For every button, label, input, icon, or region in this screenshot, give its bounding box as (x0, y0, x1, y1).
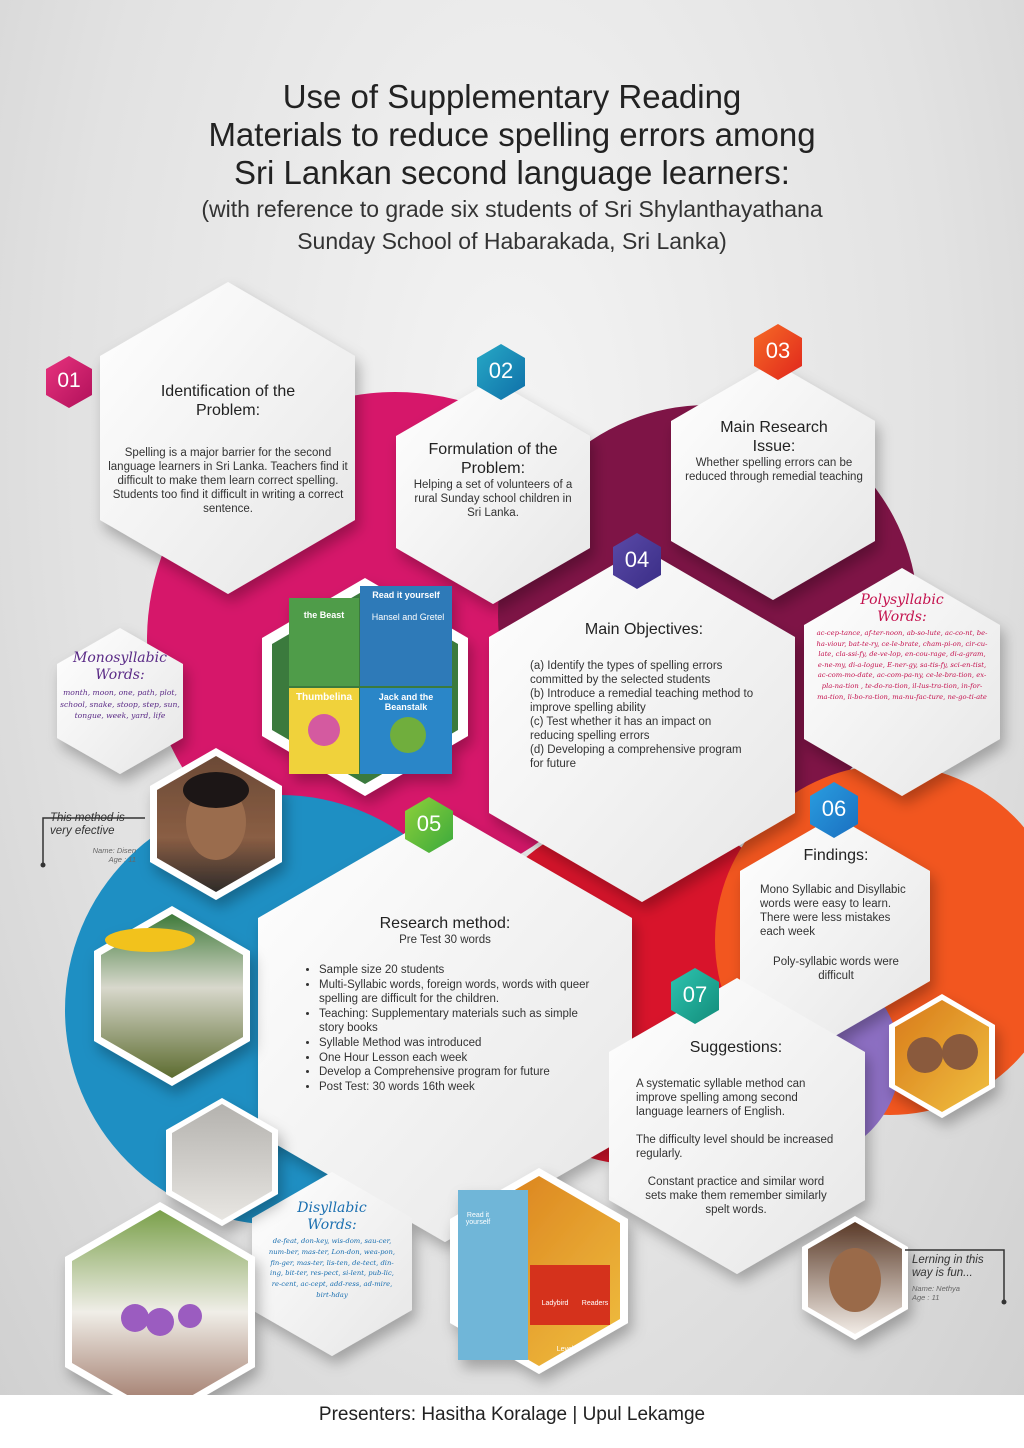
section-objectives (530, 620, 758, 771)
flowers-center (146, 1308, 174, 1336)
di-title-2: Words: (307, 1217, 357, 1233)
mono-title-1: Monosyllabic (73, 650, 167, 666)
di-list: de-feat, don-key, wis-dom, sau-cer, num-ber, mas-ter, Lon-don, wea-pon, fin-ger, mas-ter, lis-ten, de-tect, din-ing, bit-ter, res-pect, si-lent, pub-lic, re-cent, ac-cept, add-ress, ad-mire, birt-hday (268, 1237, 396, 1299)
objective-b: (b) Introduce a remedial teaching method to improve spelling ability (530, 688, 754, 714)
section-research-issue (685, 418, 863, 484)
book-label-thumbelina: Thumbelina (295, 692, 353, 703)
beanstalk-illustration (390, 717, 426, 753)
section-03-body: Whether spelling errors can be reduced through remedial teaching (685, 457, 863, 483)
section-formulation (410, 440, 576, 520)
book-label-jack: Jack and the Beanstalk (378, 692, 434, 712)
girl2-face (942, 1034, 978, 1070)
quote1-dot (41, 863, 46, 868)
monosyllabic-words (60, 650, 180, 722)
section-02-body: Helping a set of volunteers of a rural Sunday school children in Sri Lanka. (413, 479, 573, 519)
quote-nethya-text: Lerning in this way is fun... (912, 1254, 984, 1279)
badge-05-number: 05 (416, 811, 442, 836)
section-06-body-2: Poly-syllabic words were difficult (773, 956, 899, 982)
girl1-face (907, 1037, 943, 1073)
book-label-hansel: Hansel and Gretel (371, 612, 445, 622)
quote2-dot (1002, 1300, 1007, 1305)
method-list (303, 963, 595, 1094)
section-04-title: Main Objectives: (584, 621, 704, 638)
title-line-3: Sri Lankan second language learners: (234, 154, 790, 191)
list-item: • Teaching: Supplementary materials such as simple story books (319, 1007, 595, 1036)
title-line-2: Materials to reduce spelling errors among (208, 116, 816, 153)
badge-03-number: 03 (765, 338, 791, 363)
mono-title-2: Words: (95, 667, 145, 683)
section-identification (108, 382, 348, 516)
subtitle-line-1: (with reference to grade six students of Sri Shylanthayathana (201, 196, 823, 222)
badge-06-number: 06 (821, 796, 847, 821)
book-label-ladybird: Ladybird (541, 1300, 569, 1307)
quote-disen-text: This method is very efective (50, 812, 125, 837)
list-item: • Develop a Comprehensive program for future (319, 1065, 595, 1080)
badge-01-number: 01 (57, 369, 81, 392)
fairy-illustration (308, 714, 340, 746)
section-06-title: Findings: (803, 847, 869, 864)
list-item: • Multi-Syllabic words, foreign words, words with queer spelling are difficult for the children. (319, 978, 595, 1007)
poly-title-1: Polysyllabic (860, 592, 944, 608)
title-line-1: Use of Supplementary Reading (282, 78, 742, 115)
objective-d: (d) Developing a comprehensive program for future (530, 744, 742, 770)
section-07-body-1: A systematic syllable method can improve spelling among second language learners of English. (636, 1078, 806, 1118)
poster-title (60, 78, 964, 256)
poly-list: ac-cep-tance, af-ter-noon, ab-so-lute, ac-co-nt, be-ha-viour, bat-te-ry, ce-le-brate, cham-pi-on, cir-cu-late, cla-ssi-fy, de-ve-lop, en-cou-rage, di-a-gram, e-ne-my, di-a-logue, E-ner-gy, sa-tis-fy, sci-en-tist, ac-com-mo-date, ac-com-pa-ny, ce-le-bra-tion, ex-pla-na-tion , te-do-ra-tion, il-lus-tra-tion, in-for-ma-tion, li-bo-ra-tion, ma-nu-fac-ture, ne-go-ti-ate (816, 629, 988, 701)
section-01-body: Spelling is a major barrier for the second language learners in Sri Lanka. Teachers find it difficult to make them learn correct spelling. Students too find it difficult in writing a correct sentence. (108, 447, 348, 515)
section-07-body-3: Constant practice and similar word sets make them remember similarly spelt words. (645, 1176, 827, 1216)
ladybird-book (530, 1265, 610, 1325)
mono-list: month, moon, one, path, plot, school, snake, stoop, step, sun, tongue, week, yard, life (60, 688, 180, 720)
flowers-right (178, 1304, 202, 1328)
badge-02-number: 02 (488, 358, 514, 383)
di-title-1: Disyllabic (297, 1200, 367, 1216)
section-05-subtitle: Pre Test 30 words (399, 934, 491, 946)
quote-disen-name: Name: Disen (92, 846, 136, 855)
book-label-level: Level 3 (556, 1346, 580, 1353)
quote-disen (50, 812, 136, 864)
quote-nethya-name: Name: Nethya (912, 1284, 960, 1293)
badge-04-number: 04 (624, 547, 650, 572)
section-07-title: Suggestions: (689, 1039, 783, 1056)
book-label-read-yourself: Read it yourself (372, 590, 440, 600)
subtitle-line-2: Sunday School of Habarakada, Sri Lanka) (297, 228, 727, 254)
presenters-footer: Presenters: Hasitha Koralage | Upul Lekamge (0, 1395, 1024, 1448)
list-item: • One Hour Lesson each week (319, 1051, 595, 1066)
quote-disen-age: Age : 11 (108, 855, 136, 864)
polysyllabic-words (816, 592, 988, 702)
section-05-title: Research method: (379, 915, 511, 932)
list-item: • Syllable Method was introduced (319, 1036, 595, 1051)
quote-nethya-age: Age : 11 (912, 1293, 940, 1302)
section-07-body-2: The difficulty level should be increased regularly. (636, 1134, 834, 1160)
list-item: • Post Test: 30 words 16th week (319, 1080, 595, 1095)
section-06-body-1: Mono Syllabic and Disyllabic words were easy to learn. There were less mistakes each week (760, 884, 906, 938)
book-cover-hansel (360, 586, 452, 686)
section-02-title: Formulation of the Problem: (428, 441, 558, 477)
badge-07-number: 07 (682, 982, 708, 1007)
boy-hair (183, 772, 249, 808)
girl-face (829, 1248, 881, 1312)
section-01-title: Identification of the Problem: (160, 383, 296, 419)
book-label-beast: the Beast (303, 610, 345, 620)
section-03-title: Main Research Issue: (720, 419, 828, 455)
disyllabic-words (268, 1200, 396, 1301)
quote-nethya (912, 1254, 1000, 1302)
objective-a: (a) Identify the types of spelling errors committed by the selected students (530, 660, 723, 686)
section-research-method (295, 914, 595, 1094)
book-label-read-yourself-2: Read it yourself (465, 1212, 491, 1226)
yellow-umbrellas (105, 928, 195, 952)
section-suggestions (636, 1038, 836, 1217)
objective-c: (c) Test whether it has an impact on reducing spelling errors (530, 716, 712, 742)
section-findings (756, 846, 916, 983)
poly-title-2: Words: (877, 609, 927, 625)
flowers-left (121, 1304, 149, 1332)
book-label-readers: Readers (581, 1300, 609, 1307)
list-item: • Sample size 20 students (319, 963, 595, 978)
